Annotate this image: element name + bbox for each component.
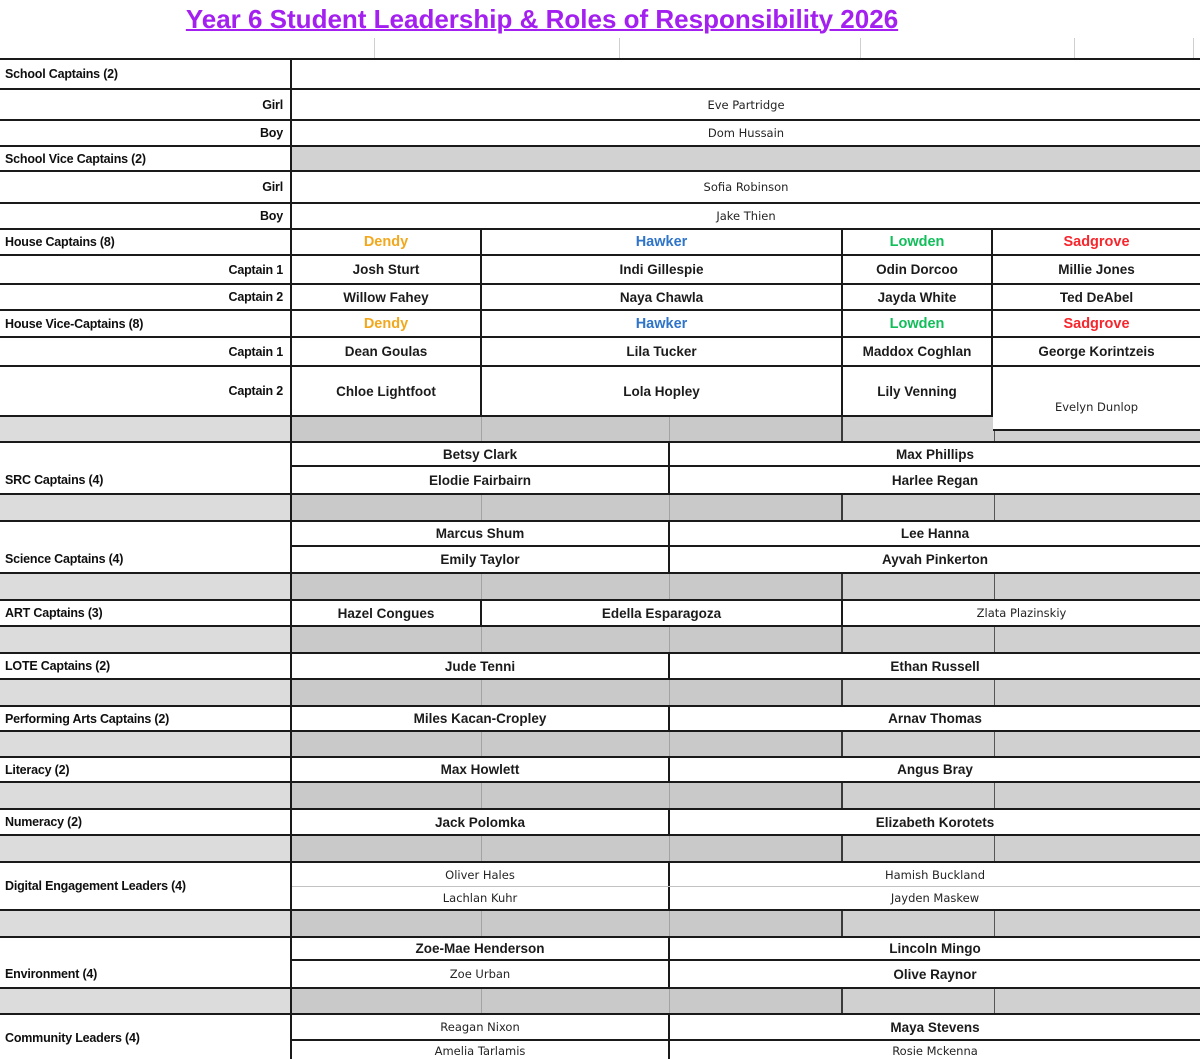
separator-cell <box>482 911 670 936</box>
name-cell: Lachlan Kuhr <box>292 887 670 909</box>
name-cell: Indi Gillespie <box>482 256 843 283</box>
row-label: SRC Captains (4) <box>0 443 292 493</box>
separator-row <box>0 911 1200 938</box>
separator-cell <box>0 836 292 861</box>
page-title: Year 6 Student Leadership & Roles of Responsibility 2026 <box>185 3 899 34</box>
separator-cell <box>843 836 995 861</box>
name-cell: Oliver Hales <box>292 863 670 886</box>
separator-cell <box>292 911 482 936</box>
separator-cell <box>0 417 292 441</box>
house-header-hawker: Hawker <box>482 230 843 254</box>
name-cell: Hamish Buckland <box>884 867 986 882</box>
row-label: Numeracy (2) <box>0 810 292 834</box>
separator-cell <box>292 574 482 599</box>
table-row-captain-2 <box>0 285 1200 311</box>
grid-cell <box>375 38 620 58</box>
row-label: Community Leaders (4) <box>0 1015 292 1059</box>
name-cell: Rosie Mckenna <box>892 1044 978 1058</box>
section-environment <box>0 938 1200 989</box>
name-cell: Zoe Urban <box>292 961 670 987</box>
name-cell: Jude Tenni <box>292 654 670 678</box>
grid-cell <box>0 38 375 58</box>
name-cell: Jack Polomka <box>292 810 670 834</box>
table-row-boy <box>0 121 1200 147</box>
separator-row <box>0 495 1200 522</box>
name-cell: Jayden Maskew <box>890 891 980 905</box>
name-cell: Reagan Nixon <box>292 1015 670 1039</box>
name-cell: Lincoln Mingo <box>889 941 981 956</box>
title-row <box>0 0 1200 38</box>
separator-cell <box>843 680 995 705</box>
name-cell: Eve Partridge <box>707 97 785 112</box>
separator-row <box>0 732 1200 758</box>
separator-cell <box>292 783 482 808</box>
separator-cell <box>670 680 843 705</box>
name-cell: Marcus Shum <box>292 522 670 545</box>
name-cell: Max Phillips <box>895 446 975 462</box>
separator-cell <box>292 989 482 1013</box>
table-row-art-captains <box>0 601 1200 627</box>
grid-cell <box>861 38 1075 58</box>
row-label: Captain 1 <box>0 256 292 283</box>
separator-cell <box>0 680 292 705</box>
separator-cell <box>670 574 843 599</box>
name-cell: Emily Taylor <box>292 547 670 572</box>
table-row-numeracy <box>0 810 1200 836</box>
separator-cell <box>0 627 292 652</box>
table-row-performing-arts-captains <box>0 707 1200 732</box>
house-header-dendy: Dendy <box>292 230 482 254</box>
name-cell: Millie Jones <box>1058 262 1135 277</box>
name-cell: Arnav Thomas <box>888 711 982 726</box>
row-label: Boy <box>0 121 292 145</box>
name-cell: Dean Goulas <box>292 338 482 365</box>
house-header-lowden: Lowden <box>843 311 993 336</box>
separator-cell <box>995 836 1200 861</box>
separator-cell <box>670 783 843 808</box>
name-cell: Lola Hopley <box>482 367 843 415</box>
table-row-boy <box>0 204 1200 230</box>
separator-cell <box>0 732 292 756</box>
grid-spacer-row <box>0 38 1200 60</box>
separator-cell <box>995 911 1200 936</box>
separator-cell <box>995 627 1200 652</box>
separator-row <box>0 836 1200 863</box>
separator-row <box>0 989 1200 1015</box>
house-header-lowden: Lowden <box>843 230 993 254</box>
separator-cell <box>482 989 670 1013</box>
table-row-lote-captains <box>0 654 1200 680</box>
separator-cell <box>670 495 843 520</box>
separator-cell <box>843 495 995 520</box>
row-label: Captain 1 <box>0 338 292 365</box>
row-label: School Captains (2) <box>0 60 292 88</box>
separator-cell <box>0 574 292 599</box>
separator-cell <box>843 911 995 936</box>
table-row-captain-1 <box>0 256 1200 285</box>
house-header-sadgrove: Sadgrove <box>1063 315 1130 332</box>
separator-cell <box>482 732 670 756</box>
row-label: Digital Engagement Leaders (4) <box>0 863 292 909</box>
name-cell: Jayda White <box>843 285 993 309</box>
table-row-literacy <box>0 758 1200 783</box>
separator-row <box>0 783 1200 810</box>
separator-cell <box>670 836 843 861</box>
name-cell: Ethan Russell <box>890 658 980 674</box>
row-label: LOTE Captains (2) <box>0 654 292 678</box>
house-header-hawker: Hawker <box>482 311 843 336</box>
house-header-sadgrove: Sadgrove <box>1063 234 1130 250</box>
section-digital-engagement-leaders <box>0 863 1200 911</box>
separator-cell <box>0 989 292 1013</box>
name-cell: Zlata Plazinskiy <box>976 606 1067 620</box>
separator-cell <box>292 732 482 756</box>
row-label: Captain 2 <box>0 285 292 309</box>
separator-cell <box>482 783 670 808</box>
separator-cell <box>670 989 843 1013</box>
table-row-girl <box>0 172 1200 204</box>
name-cell: Elizabeth Korotets <box>875 814 995 830</box>
grid-cell <box>1194 38 1200 58</box>
row-label: House Vice-Captains (8) <box>0 311 292 336</box>
name-cell: Chloe Lightfoot <box>292 367 482 415</box>
separator-cell <box>843 627 995 652</box>
row-label: Girl <box>0 172 292 202</box>
name-cell: Edella Esparagoza <box>482 601 843 625</box>
separator-cell <box>292 680 482 705</box>
name-cell: Lily Venning <box>843 367 993 415</box>
name-cell: Jake Thien <box>716 209 776 223</box>
grid-cell <box>1075 38 1194 58</box>
name-cell: Elodie Fairbairn <box>292 467 670 493</box>
table-row-captain-2 <box>0 367 1200 417</box>
name-cell: Ayvah Pinkerton <box>881 552 989 567</box>
separator-cell <box>482 627 670 652</box>
name-cell: Miles Kacan-Cropley <box>292 707 670 730</box>
name-cell: Willow Fahey <box>292 285 482 309</box>
table-row-school-vice-captains <box>0 147 1200 172</box>
row-label: Performing Arts Captains (2) <box>0 707 292 730</box>
name-cell: Maddox Coghlan <box>843 338 993 365</box>
name-cell: Odin Dorcoo <box>843 256 993 283</box>
name-cell: Ted DeAbel <box>1059 289 1134 305</box>
table-row-house-vice-captains-header <box>0 311 1200 338</box>
table-row-house-captains-header <box>0 230 1200 256</box>
separator-cell <box>843 574 995 599</box>
section-src-captains <box>0 443 1200 495</box>
row-label: Captain 2 <box>0 367 292 415</box>
name-cell: Max Howlett <box>292 758 670 781</box>
separator-cell <box>670 417 843 441</box>
name-cell: Angus Bray <box>897 762 973 777</box>
table-row-captain-1 <box>0 338 1200 367</box>
separator-cell <box>995 989 1200 1013</box>
separator-cell <box>670 911 843 936</box>
row-label: Boy <box>0 204 292 228</box>
name-cell: Maya Stevens <box>890 1019 980 1035</box>
name-cell: Naya Chawla <box>482 285 843 309</box>
name-cell: Olive Raynor <box>893 966 977 982</box>
name-cell: Josh Sturt <box>292 256 482 283</box>
section-community-leaders <box>0 1015 1200 1059</box>
separator-cell <box>292 495 482 520</box>
name-cell-offset: Evelyn Dunlop <box>993 367 1200 431</box>
empty-cell <box>292 60 1200 88</box>
separator-cell <box>482 495 670 520</box>
separator-cell <box>995 680 1200 705</box>
row-label: School Vice Captains (2) <box>0 147 292 170</box>
name-cell: Lee Hanna <box>900 526 970 541</box>
separator-cell <box>0 911 292 936</box>
separator-row <box>0 574 1200 601</box>
grid-cell <box>620 38 861 58</box>
row-label: Science Captains (4) <box>0 522 292 572</box>
name-cell: Hazel Congues <box>292 601 482 625</box>
empty-cell <box>292 147 1200 170</box>
name-cell: Amelia Tarlamis <box>292 1041 670 1059</box>
name-cell: Dom Hussain <box>707 126 785 140</box>
separator-cell <box>482 680 670 705</box>
separator-cell <box>292 627 482 652</box>
table-row-school-captains <box>0 60 1200 90</box>
house-header-dendy: Dendy <box>292 311 482 336</box>
name-cell: Harlee Regan <box>891 472 979 488</box>
separator-cell <box>995 574 1200 599</box>
separator-cell <box>843 417 995 441</box>
row-label: ART Captains (3) <box>0 601 292 625</box>
separator-cell <box>843 783 995 808</box>
name-cell: Betsy Clark <box>292 443 670 465</box>
separator-cell <box>995 495 1200 520</box>
separator-cell <box>995 783 1200 808</box>
name-cell: Lila Tucker <box>482 338 843 365</box>
separator-row <box>0 680 1200 707</box>
separator-row <box>0 627 1200 654</box>
section-science-captains <box>0 522 1200 574</box>
row-label: Girl <box>0 90 292 119</box>
separator-cell <box>670 732 843 756</box>
table-row-girl <box>0 90 1200 121</box>
separator-cell <box>0 495 292 520</box>
separator-cell <box>292 417 482 441</box>
separator-cell <box>292 836 482 861</box>
separator-cell <box>482 574 670 599</box>
row-label: Literacy (2) <box>0 758 292 781</box>
row-label: Environment (4) <box>0 938 292 987</box>
name-cell: Zoe-Mae Henderson <box>292 938 670 959</box>
separator-cell <box>843 989 995 1013</box>
separator-cell <box>995 732 1200 756</box>
separator-cell <box>670 627 843 652</box>
separator-cell <box>482 836 670 861</box>
row-label: House Captains (8) <box>0 230 292 254</box>
name-cell: George Korintzeis <box>1038 344 1155 359</box>
name-cell: Sofia Robinson <box>703 180 789 194</box>
separator-cell <box>0 783 292 808</box>
separator-cell <box>482 417 670 441</box>
separator-cell <box>843 732 995 756</box>
